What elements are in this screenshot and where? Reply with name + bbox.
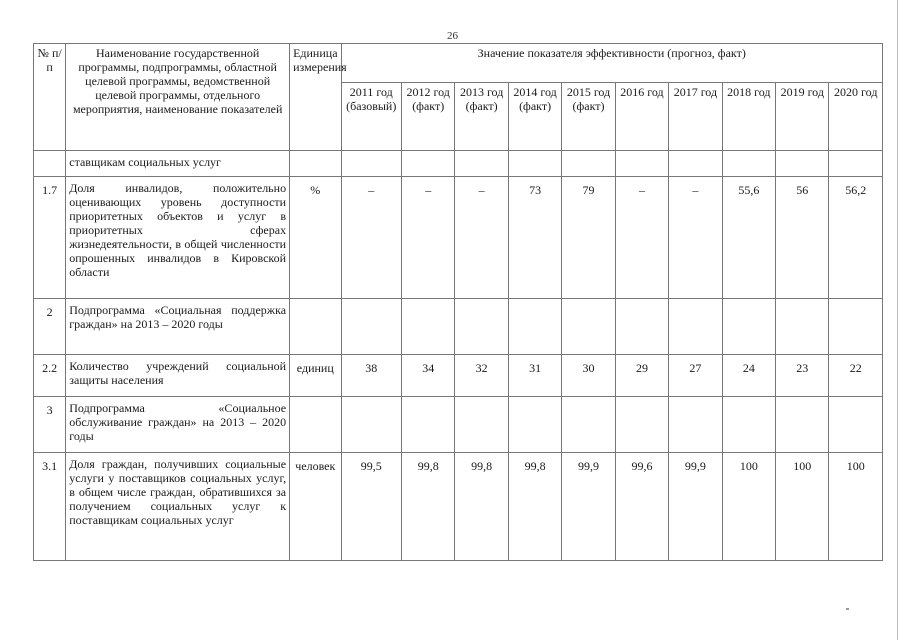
- value-cell: [776, 397, 829, 453]
- value-cell: [615, 299, 668, 355]
- value-cell: –: [401, 177, 454, 299]
- value-cell: [508, 397, 561, 453]
- page-number: 26: [447, 30, 458, 42]
- value-cell: [341, 299, 401, 355]
- value-cell: [455, 299, 508, 355]
- value-cell: 99,5: [341, 453, 401, 561]
- unit-of-measure: [290, 151, 341, 177]
- indicator-name: Доля инвалидов, положительно оценивающих уровень доступности приоритетных объектов и услуг в приоритетных сферах жизнедеятельности, в общей численности опрошенных инвалидов в Кировской области: [66, 177, 290, 299]
- value-cell: 56,2: [829, 177, 883, 299]
- value-cell: 79: [562, 177, 615, 299]
- value-cell: 30: [562, 355, 615, 397]
- value-cell: 100: [829, 453, 883, 561]
- value-cell: 22: [829, 355, 883, 397]
- value-cell: 38: [341, 355, 401, 397]
- value-cell: [508, 151, 561, 177]
- value-cell: [401, 299, 454, 355]
- value-cell: 100: [776, 453, 829, 561]
- unit-of-measure: [290, 299, 341, 355]
- value-cell: 56: [776, 177, 829, 299]
- value-cell: 99,8: [401, 453, 454, 561]
- table-row: [34, 355, 883, 397]
- table-row: [34, 177, 883, 299]
- value-cell: [722, 397, 775, 453]
- value-cell: [669, 151, 722, 177]
- value-cell: 99,6: [615, 453, 668, 561]
- value-cell: [615, 151, 668, 177]
- value-cell: 29: [615, 355, 668, 397]
- value-cell: 31: [508, 355, 561, 397]
- value-cell: [776, 151, 829, 177]
- value-cell: –: [669, 177, 722, 299]
- value-cell: 100: [722, 453, 775, 561]
- indicator-name: Доля граждан, получивших социальные услуги у поставщиков социальных услуг, в общем числе граждан, обратившихся за получением социальных услуг к поставщикам социальных услуг: [66, 453, 290, 561]
- scan-speck: [846, 608, 849, 610]
- header-year: 2012 год (факт): [401, 83, 454, 151]
- indicator-name: Количество учреждений социальной защиты населения: [66, 355, 290, 397]
- value-cell: [401, 397, 454, 453]
- row-number: 1.7: [34, 177, 66, 299]
- row-number: [34, 151, 66, 177]
- unit-of-measure: единиц: [290, 355, 341, 397]
- value-cell: 99,9: [562, 453, 615, 561]
- header-num: № п/п: [34, 44, 66, 151]
- table-row: [34, 397, 883, 453]
- header-year: 2016 год: [615, 83, 668, 151]
- value-cell: [562, 397, 615, 453]
- value-cell: [776, 299, 829, 355]
- value-cell: [829, 151, 883, 177]
- header-year: 2020 год: [829, 83, 883, 151]
- row-number: 3: [34, 397, 66, 453]
- value-cell: [829, 397, 883, 453]
- value-cell: –: [341, 177, 401, 299]
- value-cell: [341, 151, 401, 177]
- value-cell: [669, 397, 722, 453]
- value-cell: 99,8: [508, 453, 561, 561]
- value-cell: 99,9: [669, 453, 722, 561]
- header-unit: Единица измерения: [290, 44, 341, 151]
- indicator-name: ставщикам социальных услуг: [66, 151, 290, 177]
- page-edge-line: [897, 0, 898, 640]
- row-number: 2.2: [34, 355, 66, 397]
- header-name: Наименование государственной программы, подпрограммы, областной целевой программы, ведомственной целевой программы, отдельного мероприятия, наименование показателей: [66, 44, 290, 151]
- row-number: 3.1: [34, 453, 66, 561]
- indicators-table: [33, 43, 883, 561]
- indicator-name: Подпрограмма «Социальная поддержка граждан» на 2013 – 2020 годы: [66, 299, 290, 355]
- value-cell: [508, 299, 561, 355]
- unit-of-measure: человек: [290, 453, 341, 561]
- header-value-group: Значение показателя эффективности (прогноз, факт): [341, 44, 883, 83]
- value-cell: 55,6: [722, 177, 775, 299]
- header-year: 2019 год: [776, 83, 829, 151]
- header-year: 2015 год (факт): [562, 83, 615, 151]
- unit-of-measure: [290, 397, 341, 453]
- value-cell: [722, 151, 775, 177]
- value-cell: [401, 151, 454, 177]
- value-cell: 73: [508, 177, 561, 299]
- row-number: 2: [34, 299, 66, 355]
- value-cell: [455, 397, 508, 453]
- value-cell: –: [455, 177, 508, 299]
- header-year: 2014 год (факт): [508, 83, 561, 151]
- header-year: 2013 год (факт): [455, 83, 508, 151]
- unit-of-measure: %: [290, 177, 341, 299]
- header-year: 2018 год: [722, 83, 775, 151]
- value-cell: [615, 397, 668, 453]
- value-cell: [455, 151, 508, 177]
- value-cell: [562, 151, 615, 177]
- value-cell: [829, 299, 883, 355]
- value-cell: 34: [401, 355, 454, 397]
- value-cell: [722, 299, 775, 355]
- header-year: 2011 год (базовый): [341, 83, 401, 151]
- value-cell: 99,8: [455, 453, 508, 561]
- header-year: 2017 год: [669, 83, 722, 151]
- value-cell: 24: [722, 355, 775, 397]
- value-cell: 27: [669, 355, 722, 397]
- indicator-name: Подпрограмма «Социальное обслуживание граждан» на 2013 – 2020 годы: [66, 397, 290, 453]
- value-cell: 32: [455, 355, 508, 397]
- value-cell: [341, 397, 401, 453]
- header-row-1: [34, 44, 883, 83]
- table-row: [34, 151, 883, 177]
- table-row: [34, 299, 883, 355]
- value-cell: –: [615, 177, 668, 299]
- value-cell: 23: [776, 355, 829, 397]
- value-cell: [562, 299, 615, 355]
- table-body: [34, 151, 883, 561]
- table-row: [34, 453, 883, 561]
- value-cell: [669, 299, 722, 355]
